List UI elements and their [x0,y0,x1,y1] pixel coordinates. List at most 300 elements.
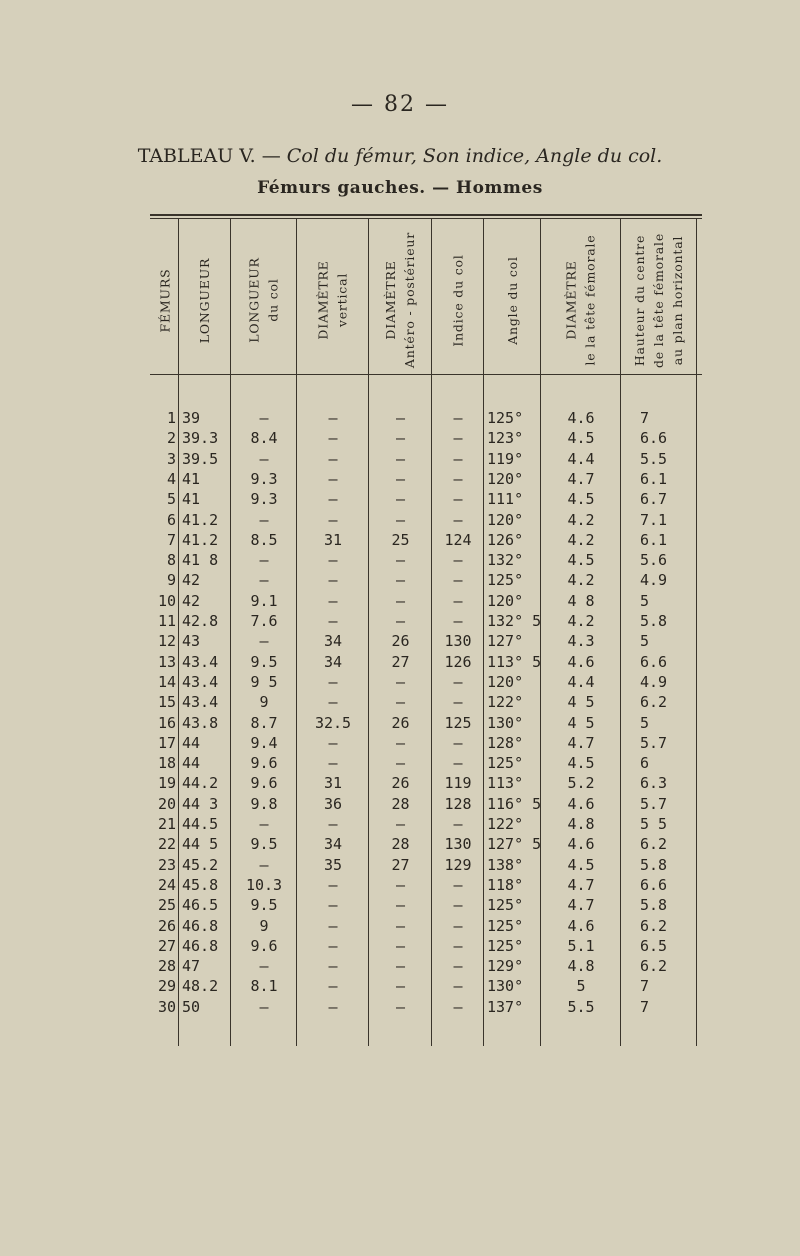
table-row [150,591,702,612]
cell-diametre-ap: 25 [391,530,410,549]
cell-femur: 14 [157,672,176,691]
cell-femur: 6 [166,510,176,529]
cell-longueur-col: — [259,409,269,427]
cell-indice: — [453,612,463,630]
cell-longueur: 47 [182,957,201,976]
cell-diametre-ap: — [395,693,406,712]
cell-diametre-tete: 4 5 [567,693,595,712]
cell-diametre-tete: 4.7 [567,896,595,915]
table-row [150,672,702,693]
table-row [150,773,702,794]
cell-longueur: 41 8 [182,551,219,570]
table-row [150,408,702,429]
cell-femur: 27 [157,936,176,955]
cell-longueur-col: 9.8 [250,794,278,813]
cell-diametre-vertical: — [328,977,338,996]
cell-hauteur: 4.9 [640,571,668,590]
cell-indice: — [453,469,463,488]
cell-longueur-col: 9.3 [250,469,278,488]
cell-femur: 29 [157,977,176,996]
cell-angle: 132° [487,551,524,570]
cell-longueur-col: 9 [259,693,269,712]
table-row [150,834,702,855]
cell-indice: — [453,510,463,529]
cell-femur: 13 [157,652,176,671]
cell-diametre-vertical: — [328,896,338,915]
cell-diametre-vertical: — [328,469,338,488]
cell-diametre-vertical: — [328,957,338,976]
cell-longueur-col: 8.5 [250,530,278,549]
cell-angle: 129° [487,957,524,976]
cell-diametre-tete: 4 5 [567,713,595,732]
cell-longueur-col: 9.3 [250,490,278,509]
cell-indice: — [453,875,463,894]
cell-femur: 24 [157,875,176,894]
cell-femur: 9 [166,571,176,590]
cell-diametre-tete: 4.5 [567,490,595,509]
cell-diametre-tete: 4.2 [567,510,595,529]
cell-diametre-vertical: — [328,449,338,468]
cell-femur: 2 [166,429,176,448]
cell-longueur: 42.8 [182,612,219,630]
cell-longueur: 42 [182,591,201,610]
cell-hauteur: 5 5 [640,815,668,833]
cell-hauteur: 6.2 [640,835,668,854]
cell-diametre-ap: — [395,875,406,894]
cell-longueur: 43.4 [182,672,219,691]
cell-femur: 22 [157,835,176,854]
cell-diametre-vertical: — [328,510,338,529]
cell-indice: — [453,936,463,955]
cell-femur: 16 [157,713,176,732]
cell-diametre-ap: — [395,815,406,833]
cell-diametre-tete: 4.6 [567,409,595,427]
cell-diametre-ap: — [395,916,406,935]
cell-diametre-tete: 5.5 [567,997,595,1016]
table-row [150,733,702,754]
cell-hauteur: 7 [640,977,650,996]
cell-angle: 122° [487,693,524,712]
header-indice-col: Indice du col [450,253,466,347]
cell-diametre-tete: 4.7 [567,733,595,752]
cell-angle: 120° [487,469,524,488]
cell-diametre-ap: — [395,672,406,691]
cell-diametre-ap: — [395,490,406,509]
cell-indice: — [453,896,463,915]
cell-diametre-ap: — [395,997,406,1016]
table-row [150,956,702,977]
cell-hauteur: 7 [640,997,650,1016]
cell-diametre-ap: 26 [391,774,410,793]
cell-hauteur: 5.7 [640,733,668,752]
cell-femur: 17 [157,733,176,752]
cell-diametre-tete: 4.2 [567,571,595,590]
table-row [150,550,702,571]
cell-diametre-tete: 5.1 [567,936,595,955]
cell-hauteur: 5 [640,591,650,610]
cell-hauteur: 5.5 [640,449,668,468]
cell-femur: 5 [166,490,176,509]
cell-angle: 118° [487,875,524,894]
cell-hauteur: 7 [640,409,650,427]
cell-longueur: 43.8 [182,713,219,732]
cell-hauteur: 6 [640,754,650,773]
cell-indice: — [453,815,463,833]
cell-longueur-col: 9.4 [250,733,278,752]
header-longueur: LONGUEUR [197,257,213,343]
cell-hauteur: 5.6 [640,551,668,570]
cell-longueur: 45.8 [182,875,219,894]
table-row [150,895,702,916]
cell-indice: — [453,409,463,427]
cell-diametre-tete: 4 8 [567,591,595,610]
cell-indice: — [453,591,463,610]
cell-diametre-tete: 4.8 [567,957,595,976]
cell-hauteur: 6.2 [640,916,668,935]
cell-femur: 4 [166,469,176,488]
cell-hauteur: 6.1 [640,530,668,549]
cell-longueur-col: — [259,997,269,1016]
cell-diametre-ap: — [395,469,406,488]
table-row [150,510,702,531]
cell-longueur-col: — [259,855,269,874]
cell-longueur-col: 9 5 [250,672,278,691]
cell-angle: 137° [487,997,524,1016]
cell-diametre-tete: 4.6 [567,794,595,813]
table-title-caption: Col du fémur, Son indice, Angle du col. [286,145,663,167]
cell-femur: 8 [166,551,176,570]
cell-diametre-vertical: 35 [323,855,343,874]
cell-diametre-ap: — [395,733,406,752]
cell-angle: 127° [487,632,524,651]
cell-angle: 113° [487,774,524,793]
cell-diametre-tete: 4.4 [567,449,595,468]
cell-longueur-col: 9.6 [250,754,278,773]
cell-diametre-ap: — [395,591,406,610]
cell-angle: 113° 5 [487,652,542,671]
cell-diametre-ap: — [395,896,406,915]
cell-longueur: 39.3 [182,429,219,448]
cell-diametre-tete: 4.5 [567,551,595,570]
cell-hauteur: 5.8 [640,855,668,874]
cell-longueur-col: 9.5 [250,835,278,854]
table-row [150,794,702,815]
cell-diametre-vertical: 32.5 [314,713,352,732]
cell-diametre-vertical: — [328,916,338,935]
cell-angle: 126° [487,530,524,549]
cell-longueur: 44 [182,754,201,773]
cell-longueur-col: — [259,510,269,529]
cell-longueur-col: 9 [259,916,269,935]
cell-hauteur: 6.1 [640,469,668,488]
cell-longueur: 41 [182,490,201,509]
cell-diametre-ap: — [395,957,406,976]
cell-diametre-vertical: 36 [323,794,343,813]
cell-longueur: 48.2 [182,977,219,996]
cell-diametre-vertical: — [328,754,338,773]
cell-angle: 128° [487,733,524,752]
cell-hauteur: 6.7 [640,490,668,509]
cell-diametre-vertical: — [328,409,338,427]
cell-diametre-tete: 5 [576,977,586,996]
cell-longueur-col: 9.5 [250,652,278,671]
table-row [150,713,702,734]
cell-femur: 1 [166,409,176,427]
cell-longueur-col: — [259,632,269,651]
header-diametre-vertical: DIAMÈTRE vertical [316,260,350,340]
cell-diametre-vertical: — [328,997,338,1016]
cell-diametre-vertical: — [328,672,338,691]
cell-angle: 125° [487,754,524,773]
cell-indice: 128 [444,794,472,813]
cell-diametre-ap: 27 [391,652,410,671]
cell-hauteur: 6.2 [640,957,668,976]
cell-longueur: 41 [182,469,201,488]
cell-longueur-col: 10.3 [245,875,283,894]
table-row [150,916,702,937]
cell-indice: — [453,997,463,1016]
cell-diametre-ap: — [395,977,406,996]
cell-longueur-col: 9.6 [250,774,278,793]
cell-indice: — [453,916,463,935]
cell-longueur: 45.2 [182,855,219,874]
cell-femur: 25 [157,896,176,915]
cell-longueur: 41.2 [182,510,219,529]
table-row [150,875,702,896]
cell-angle: 125° [487,896,524,915]
table-row [150,753,702,774]
cell-femur: 23 [157,855,176,874]
cell-diametre-tete: 4.2 [567,530,595,549]
cell-indice: — [453,733,463,752]
cell-longueur-col: — [259,815,269,833]
cell-femur: 10 [157,591,176,610]
cell-femur: 21 [157,815,176,833]
cell-femur: 28 [157,957,176,976]
cell-angle: 125° [487,916,524,935]
cell-indice: — [453,490,463,509]
cell-angle: 119° [487,449,524,468]
cell-femur: 12 [157,632,176,651]
cell-longueur: 39.5 [182,449,219,468]
cell-diametre-vertical: — [328,875,338,894]
cell-diametre-tete: 4.7 [567,875,595,894]
table-row [150,631,702,652]
header-longueur-col: LONGUEUR du col [247,257,282,343]
cell-angle: 138° [487,855,524,874]
cell-longueur: 50 [182,997,201,1016]
cell-hauteur: 5.8 [640,612,668,630]
cell-hauteur: 6.6 [640,875,668,894]
cell-diametre-vertical: — [328,612,338,630]
cell-longueur: 44.2 [182,774,219,793]
cell-angle: 111° [487,490,524,509]
cell-diametre-ap: — [395,429,406,448]
cell-diametre-ap: — [395,612,406,630]
cell-diametre-vertical: 34 [323,835,343,854]
cell-diametre-tete: 4.5 [567,855,595,874]
cell-longueur: 44 [182,733,201,752]
cell-hauteur: 5 [640,713,650,732]
table-row [150,449,702,470]
header-diametre-tete: DIAMÈTRE le la tête fémorale [564,234,599,366]
cell-angle: 120° [487,672,524,691]
cell-femur: 30 [157,997,176,1016]
cell-longueur: 44 3 [182,794,219,813]
cell-diametre-vertical: — [328,429,338,448]
cell-indice: 130 [444,632,472,651]
cell-longueur-col: — [259,957,269,976]
cell-diametre-vertical: 34 [323,652,343,671]
cell-hauteur: 6.6 [640,652,668,671]
header-hauteur-centre: Hauteur du centre de la tête fémorale au plan horizontal [632,232,686,368]
cell-longueur-col: — [259,551,269,570]
cell-angle: 130° [487,713,524,732]
cell-diametre-vertical: 31 [323,530,343,549]
cell-angle: 120° [487,510,524,529]
cell-longueur-col: — [259,571,269,590]
table-row [150,652,702,673]
cell-hauteur: 5.7 [640,794,668,813]
table-row [150,469,702,490]
table-row [150,692,702,713]
page-number: — 82 — [351,92,449,117]
cell-longueur-col: 8.4 [250,429,278,448]
cell-femur: 15 [157,693,176,712]
cell-indice: 129 [444,855,472,874]
cell-diametre-ap: — [395,571,406,590]
cell-diametre-vertical: 34 [323,632,343,651]
cell-hauteur: 5 [640,632,650,651]
cell-femur: 18 [157,754,176,773]
cell-longueur-col: 8.1 [250,977,278,996]
cell-angle: 125° [487,571,524,590]
cell-diametre-ap: 28 [391,835,410,854]
cell-longueur-col: 8.7 [250,713,278,732]
cell-indice: — [453,571,463,590]
table-row [150,611,702,632]
cell-longueur: 43.4 [182,693,219,712]
cell-indice: 130 [444,835,472,854]
cell-indice: — [453,693,463,712]
cell-longueur: 41.2 [182,530,219,549]
cell-diametre-vertical: — [328,591,338,610]
cell-diametre-tete: 4.3 [567,632,595,651]
table-top-rule [150,214,702,216]
cell-diametre-ap: — [395,754,406,773]
cell-longueur-col: — [259,449,269,468]
cell-longueur-col: 7.6 [250,612,278,630]
header-diametre-antero-posterieur: DIAMÈTRE Antéro - postérieur [383,231,418,369]
cell-angle: 122° [487,815,524,833]
cell-femur: 11 [157,612,176,630]
cell-diametre-vertical: — [328,815,338,833]
cell-diametre-tete: 4.6 [567,652,595,671]
table-row [150,997,702,1018]
header-angle-col: Angle du col [505,255,521,345]
data-table [150,214,702,1050]
cell-diametre-tete: 4.8 [567,815,595,833]
cell-diametre-tete: 4.5 [567,754,595,773]
cell-indice: 119 [444,774,472,793]
cell-femur: 7 [166,530,176,549]
cell-angle: 120° [487,591,524,610]
cell-indice: 126 [444,652,472,671]
cell-longueur: 44 5 [182,835,219,854]
cell-diametre-tete: 5.2 [567,774,595,793]
cell-diametre-ap: — [395,449,406,468]
cell-diametre-vertical: — [328,551,338,570]
cell-diametre-ap: — [395,510,406,529]
table-row [150,855,702,876]
cell-diametre-vertical: — [328,733,338,752]
cell-angle: 125° [487,936,524,955]
cell-longueur: 43.4 [182,652,219,671]
table-row [150,530,702,551]
cell-hauteur: 6.3 [640,774,668,793]
cell-diametre-vertical: — [328,571,338,590]
cell-angle: 132° 5 [487,612,542,630]
cell-hauteur: 6.2 [640,693,668,712]
cell-diametre-vertical: — [328,490,338,509]
cell-hauteur: 5.8 [640,896,668,915]
cell-indice: 124 [444,530,472,549]
cell-diametre-vertical: 31 [323,774,343,793]
table-row [150,814,702,835]
cell-indice: — [453,754,463,773]
table-title-prefix: TABLEAU V. — [137,145,281,167]
cell-angle: 123° [487,429,524,448]
header-femurs: FÉMURS [157,268,173,332]
cell-femur: 26 [157,916,176,935]
cell-indice: 125 [444,713,472,732]
cell-diametre-tete: 4.4 [567,672,595,691]
cell-angle: 125° [487,409,524,427]
cell-longueur: 42 [182,571,201,590]
cell-indice: — [453,957,463,976]
cell-diametre-tete: 4.7 [567,469,595,488]
table-row [150,976,702,997]
cell-angle: 127° 5 [487,835,542,854]
cell-hauteur: 4.9 [640,672,668,691]
cell-diametre-vertical: — [328,936,338,955]
table-row [150,489,702,510]
cell-longueur: 46.8 [182,916,219,935]
cell-diametre-ap: — [395,936,406,955]
cell-diametre-ap: 26 [391,632,410,651]
cell-longueur: 46.5 [182,896,219,915]
cell-femur: 20 [157,794,176,813]
cell-angle: 130° [487,977,524,996]
cell-longueur: 43 [182,632,201,651]
cell-diametre-ap: 28 [391,794,410,813]
cell-indice: — [453,551,463,570]
cell-diametre-tete: 4.6 [567,916,595,935]
cell-diametre-ap: — [395,409,406,427]
cell-indice: — [453,672,463,691]
cell-diametre-tete: 4.2 [567,612,595,630]
cell-longueur: 44.5 [182,815,219,833]
cell-diametre-ap: — [395,551,406,570]
cell-indice: — [453,449,463,468]
cell-hauteur: 6.6 [640,429,668,448]
cell-diametre-ap: 26 [391,713,410,732]
table-row [150,570,702,591]
cell-diametre-vertical: — [328,693,338,712]
cell-angle: 116° 5 [487,794,542,813]
cell-femur: 3 [166,449,176,468]
cell-diametre-tete: 4.5 [567,429,595,448]
